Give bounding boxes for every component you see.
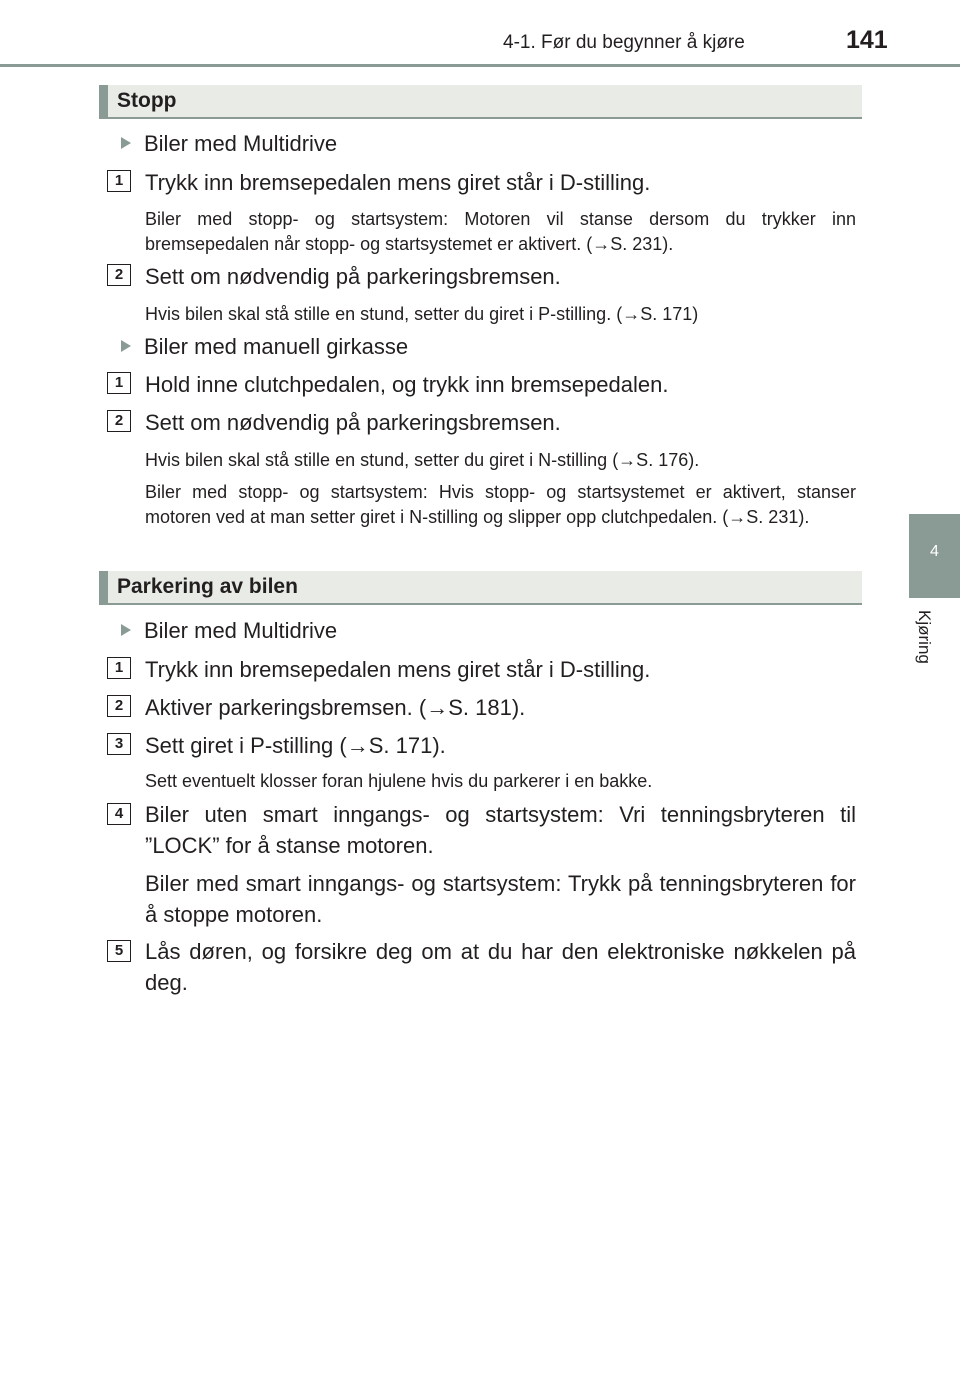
step-number-badge: 5 [107, 940, 131, 962]
step-number-badge: 1 [107, 170, 131, 192]
step-text: Trykk inn bremsepedalen mens giret står i D-stilling. [145, 657, 651, 682]
chapter-tab-label: Kjøring [915, 610, 934, 664]
step-text: Hold inne clutchpedalen, og trykk inn bremsepedalen. [145, 372, 669, 397]
step-number-badge: 1 [107, 657, 131, 679]
page-number: 141 [846, 26, 888, 54]
header-rule [0, 64, 960, 67]
chapter-tab-number: 4 [930, 543, 939, 560]
step-text: Lås døren, og forsikre deg om at du har den elektroniske nøkkelen på deg. [145, 939, 856, 995]
subsection-title: Biler med manuell girkasse [121, 334, 408, 360]
triangle-bullet-icon [121, 624, 131, 636]
triangle-bullet-icon [121, 340, 131, 352]
section-title: Stopp [117, 89, 177, 112]
section-header-parkering [99, 571, 862, 605]
step-text: Sett om nødvendig på parkeringsbremsen. [145, 410, 561, 435]
step-number-badge: 2 [107, 695, 131, 717]
step-number-badge: 1 [107, 372, 131, 394]
step-text: Biler uten smart inngangs- og startsystem: Vri tenningsbryteren til ”LOCK” for å stanse motoren. [145, 802, 856, 858]
step-note: Sett eventuelt klosser foran hjulene hvis du parkerer i en bakke. [145, 771, 653, 791]
step-note: Biler med stopp- og startsystem: Hvis stopp- og startsystemet er aktivert, stanser motoren ved at man setter giret i N-stilling og slipper opp clutchpedalen. (→S. 231). [145, 482, 856, 527]
step-note: Hvis bilen skal stå stille en stund, setter du giret i P-stilling. (→S. 171) [145, 304, 699, 324]
step-note: Biler med stopp- og startsystem: Motoren vil stanse dersom du trykker inn bremsepedalen når stopp- og startsystemet er aktivert. (→S. 231). [145, 209, 856, 254]
step-number-badge: 2 [107, 264, 131, 286]
triangle-bullet-icon [121, 137, 131, 149]
section-header-stopp [99, 85, 862, 119]
step-text: Sett om nødvendig på parkeringsbremsen. [145, 264, 561, 289]
step-number-badge: 3 [107, 733, 131, 755]
chapter-tab[interactable] [909, 514, 960, 598]
step-text: Sett giret i P-stilling (→S. 171). [145, 733, 446, 758]
step-text: Aktiver parkeringsbremsen. (→S. 181). [145, 695, 526, 720]
subsection-title: Biler med Multidrive [121, 618, 337, 644]
step-text-continued: Biler med smart inngangs- og startsystem: Trykk på tenningsbryteren for å stoppe motoren. [145, 871, 856, 927]
subsection-title: Biler med Multidrive [121, 131, 337, 157]
step-text: Trykk inn bremsepedalen mens giret står i D-stilling. [145, 170, 651, 195]
step-number-badge: 2 [107, 410, 131, 432]
header-chapter-title: 4-1. Før du begynner å kjøre [503, 32, 745, 53]
section-title: Parkering av bilen [117, 575, 298, 598]
step-note: Hvis bilen skal stå stille en stund, setter du giret i N-stilling (→S. 176). [145, 450, 700, 470]
step-number-badge: 4 [107, 803, 131, 825]
